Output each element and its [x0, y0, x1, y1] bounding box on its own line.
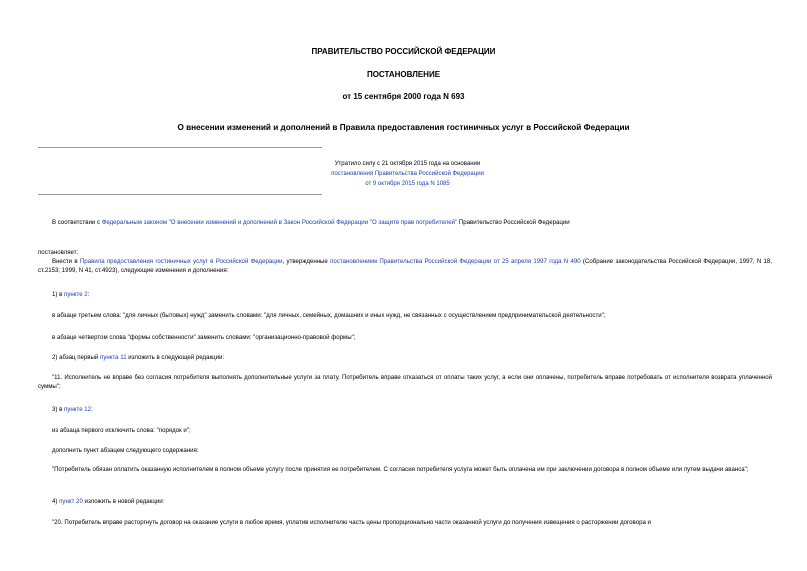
top-divider — [38, 147, 322, 148]
decree-490-link[interactable]: постановлением Правительства Российской Федерации от 25 апреля 1997 года N 490 — [330, 258, 581, 265]
clause-20-new-text: "20. Потребитель вправе расторгнуть договор на оказание услуги в любое время, уплатив исполнителю часть цены пропорционально части оказанной услуги до получения извещения о расторжении договора и — [52, 519, 651, 526]
item-3-paragraph: 3) в пункте 12: — [52, 406, 93, 413]
government-heading: ПРАВИТЕЛЬСТВО РОССИЙСКОЙ ФЕДЕРАЦИИ — [311, 47, 496, 56]
federal-law-link[interactable]: Федеральным законом "О внесении изменений и дополнений в Закон Российской Федерации "О защите прав потребителей" — [101, 219, 458, 226]
status-note-text: Утратило силу с 21 октября 2015 года на основании — [334, 161, 481, 167]
item-2-paragraph: 2) абзац первый пункта 11 изложить в следующей редакции: — [52, 354, 225, 361]
repeal-decree-link[interactable]: постановления Правительства Российской Федерации — [331, 171, 484, 177]
clause-20-link[interactable]: пункт 20 — [59, 498, 83, 505]
document-date-number: от 15 сентября 2000 года N 693 — [342, 92, 465, 101]
preamble-paragraph: В соответствии с Федеральным законом "О внесении изменений и дополнений в Закон Российской Федерации "О защите прав потребителей" Правительство Российской Федерации — [52, 219, 570, 226]
item-4-paragraph: 4) пункт 20 изложить в новой редакции: — [52, 498, 165, 505]
amendment-intro-paragraph: Внести в Правила предоставления гостиничных услуг в Российской Федерации, утвержденные постановлением Правительства Российской Федерации от 25 апреля 1997 года N 490 (Собрание законодательства Российской Федерации, 1997, N 18, ст.2153; 1999, N 41, ст.4923), следующие изменения и дополнения: — [38, 258, 772, 274]
item-3-addition-intro: дополнить пункт абзацем следующего содержания: — [52, 447, 199, 454]
hotel-rules-link[interactable]: Правила предоставления гостиничных услуг в Российской Федерации — [79, 258, 283, 265]
clause-2-link[interactable]: пункте 2 — [64, 291, 88, 298]
repeal-decree-date-link[interactable]: от 9 октября 2015 года N 1085 — [365, 181, 450, 187]
bottom-divider — [38, 194, 322, 195]
clause-11-link[interactable]: пункта 11 — [100, 354, 127, 361]
item-1-paragraph-3-change: в абзаце третьем слова: "для личных (бытовых) нужд" заменить словами: "для личных, семейных, домашних и иных нужд, не связанных с осуществлением предпринимательской деятельности"; — [52, 312, 606, 319]
item-3-added-paragraph: "Потребитель обязан оплатить оказанную исполнителем в полном объеме услугу после принятия ее потребителем. С согласия потребителя услуга может быть оплачена им при заключении договора в полном объеме или путем выдачи аванса"; — [52, 466, 749, 473]
clause-12-link[interactable]: пункте 12 — [64, 406, 92, 413]
document-type-heading: ПОСТАНОВЛЕНИЕ — [366, 70, 441, 79]
document-title: О внесении изменений и дополнений в Правила предоставления гостиничных услуг в Российской Федерации — [177, 123, 630, 132]
item-3-exclusion: из абзаца первого исключить слова: "порядок и"; — [52, 427, 191, 434]
status-note — [250, 159, 565, 189]
item-1-paragraph: 1) в пункте 2: — [52, 291, 90, 298]
item-1-paragraph-4-change: в абзаце четвертом слова "формы собственности" заменить словами: "организационно-правовой формы"; — [52, 334, 356, 341]
resolves-paragraph: постановляет: — [38, 249, 79, 256]
clause-11-new-text: "11. Исполнитель не вправе без согласия потребителя выполнять дополнительные услуги за плату. Потребитель вправе отказаться от оплаты таких услуг, а если они оплачены, потребитель вправе потребовать от исполнителя возврата уплаченной суммы"; — [38, 374, 772, 390]
